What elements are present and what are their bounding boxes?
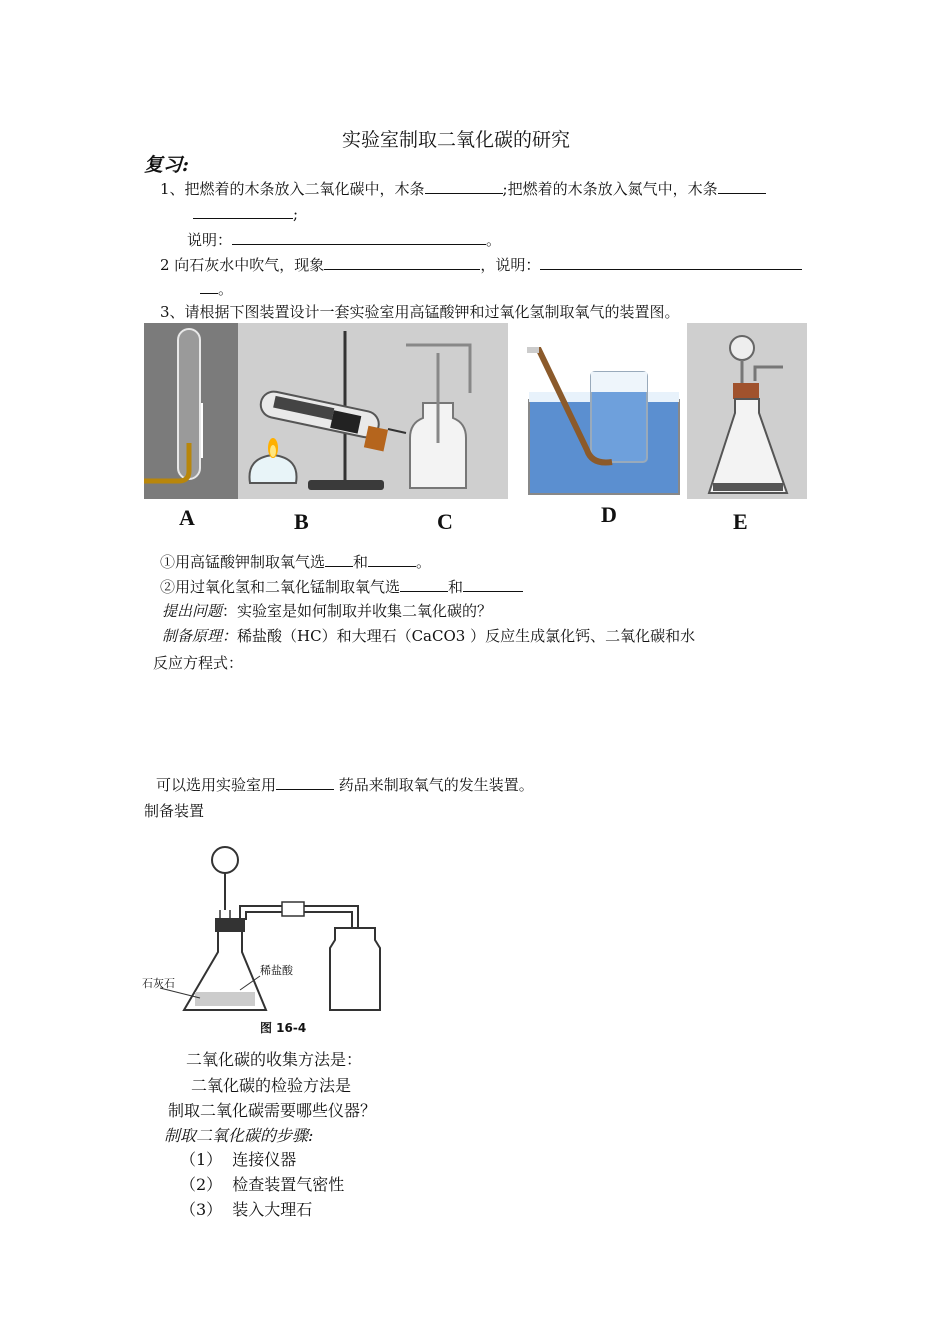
apparatus-b-c-image (238, 323, 508, 499)
q1-cont-end: ; (293, 205, 299, 223)
q1-text-a: 1、把燃着的木条放入二氧化碳中，木条 (160, 180, 425, 198)
step-3 (180, 1197, 312, 1220)
question-label: 提出问题 (162, 602, 223, 620)
question-2 (160, 254, 802, 275)
steps-heading: 制取二氧化碳的步骤: (164, 1126, 314, 1145)
choice-1-mid: 和 (353, 553, 369, 571)
apparatus-label-b: B (294, 509, 309, 534)
figure-caption: 图 16-4 (260, 1021, 307, 1035)
q2-blank-2-cont[interactable] (200, 279, 218, 294)
equation-label: 反应方程式： (153, 654, 244, 672)
choose-line (156, 774, 534, 795)
apparatus-label-e: E (733, 509, 748, 534)
figure-label-limestone: 石灰石 (142, 977, 175, 990)
choice-2 (160, 576, 523, 597)
q2-blank-2[interactable] (540, 255, 802, 270)
step-3-num: （3） (180, 1200, 223, 1219)
step-1 (180, 1147, 296, 1170)
step-1-num: （1） (180, 1150, 223, 1169)
q1-explain-label: 说明： (187, 231, 233, 249)
q2-blank-1[interactable] (324, 255, 480, 270)
apparatus-label-a: A (179, 505, 195, 530)
test-method: 二氧化碳的检验方法是 (191, 1076, 352, 1095)
step-1-text: 连接仪器 (232, 1150, 297, 1169)
q1-explain-blank[interactable] (232, 230, 486, 245)
q1-text-b: ;把燃着的木条放入氮气中，木条 (502, 180, 718, 198)
q2-text-a: 2 向石灰水中吹气，现象 (160, 256, 325, 274)
figure-16-4 (140, 840, 390, 1040)
apparatus-d-image (517, 330, 681, 499)
apparatus-label-d: D (601, 502, 617, 527)
q1-blank-1[interactable] (425, 179, 503, 194)
q2-cont-end: 。 (218, 280, 234, 298)
step-3-text: 装入大理石 (232, 1200, 313, 1219)
choice-2-blank-2[interactable] (463, 577, 523, 592)
choice-1-blank-2[interactable] (368, 552, 416, 567)
principle-label: 制备原理： (162, 627, 238, 645)
choose-blank[interactable] (276, 775, 334, 790)
question-text: ：实验室是如何制取并收集二氧化碳的？ (222, 602, 493, 620)
choice-1-end: 。 (416, 553, 432, 571)
question-2-cont (200, 278, 233, 299)
q1-blank-2-cont[interactable] (193, 204, 293, 219)
step-2-text: 检查装置气密性 (232, 1175, 345, 1194)
choice-1-blank-1[interactable] (325, 552, 353, 567)
question-1 (160, 178, 766, 199)
choose-text-a: 可以选用实验室用 (156, 776, 277, 794)
page-title: 实验室制取二氧化碳的研究 (342, 129, 571, 151)
principle-text: 稀盐酸（HC）和大理石（CaCO3 ）反应生成氯化钙、二氧化碳和水 (237, 627, 696, 645)
apparatus-label-c: C (437, 509, 453, 534)
collect-method: 二氧化碳的收集方法是： (186, 1050, 363, 1069)
q1-explain-end: 。 (486, 231, 502, 249)
question-1-explain (187, 229, 501, 250)
device-heading: 制备装置 (144, 802, 205, 820)
apparatus-a-image (144, 323, 238, 499)
apparatus-e-image (687, 323, 807, 499)
choose-text-b: 药品来制取氧气的发生装置。 (334, 776, 534, 794)
question-3: 3、请根据下图装置设计一套实验室用高锰酸钾和过氧化氢制取氧气的装置图。 (160, 303, 680, 321)
q2-text-b: ，说明： (480, 256, 541, 274)
figure-label-acid: 稀盐酸 (260, 964, 293, 977)
instruments-question: 制取二氧化碳需要哪些仪器？ (168, 1101, 377, 1120)
q1-blank-2[interactable] (718, 179, 766, 194)
question-line (162, 600, 492, 621)
review-heading: 复习: (144, 154, 190, 176)
step-2-num: （2） (180, 1175, 223, 1194)
choice-2-blank-1[interactable] (400, 577, 448, 592)
step-2 (180, 1172, 344, 1195)
question-1-cont (193, 204, 298, 223)
choice-1-prefix: ①用高锰酸钾制取氧气选 (160, 553, 326, 571)
principle-line (162, 625, 695, 646)
choice-1 (160, 551, 431, 572)
choice-2-prefix: ②用过氧化氢和二氧化锰制取氧气选 (160, 578, 401, 596)
choice-2-mid: 和 (448, 578, 464, 596)
